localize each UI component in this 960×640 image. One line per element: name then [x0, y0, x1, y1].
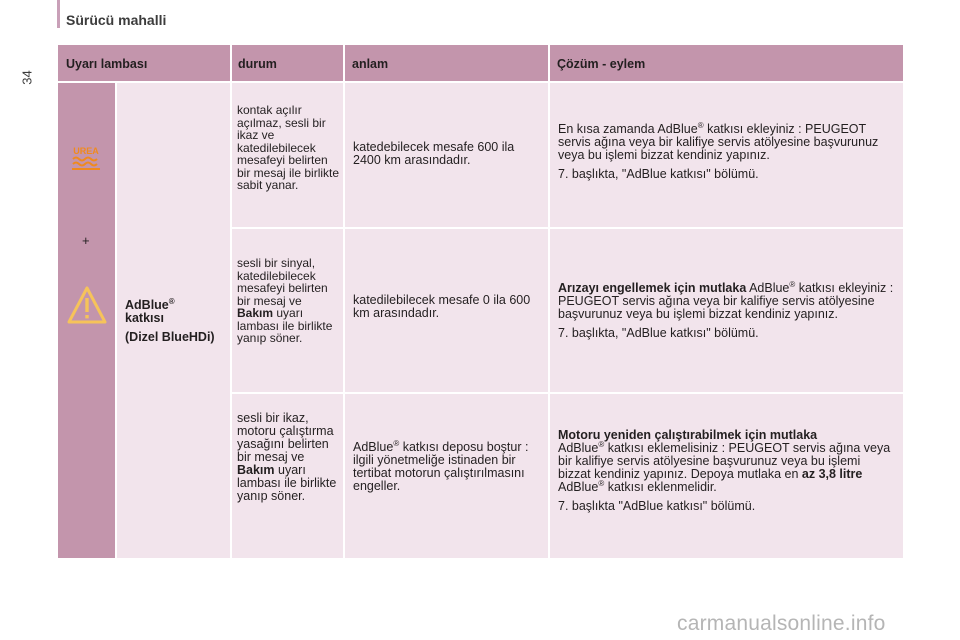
- warning-triangle-icon: [66, 285, 108, 325]
- adblue-label: AdBlue® katkısı (Dizel BlueHDi): [125, 296, 215, 344]
- adblue-label-column: [117, 83, 230, 558]
- header-meaning: anlam: [352, 57, 389, 71]
- meaning-cell: katedilebilecek mesafe 0 ila 600 km arasındadır.: [345, 229, 548, 392]
- header-warning-lamp: Uyarı lambası: [66, 57, 148, 71]
- status-cell: sesli bir sinyal, katedilebilecek mesafeyi belirten bir mesaj ve Bakım uyarı lambası ile birlikte yanıp söner.: [232, 229, 343, 392]
- header-status: durum: [238, 57, 277, 71]
- header-action: Çözüm - eylem: [557, 57, 646, 71]
- icon-column: [58, 83, 115, 558]
- table-row: [232, 229, 903, 392]
- table-row: [232, 83, 903, 227]
- plus-icon: +: [82, 233, 90, 248]
- header-divider: [343, 45, 345, 81]
- margin-rule: [57, 0, 60, 28]
- status-cell: kontak açılır açılmaz, sesli bir ikaz ve katedilebilecek mesafeyi belirten bir mesaj ile birlikte sabit yanar.: [232, 83, 343, 227]
- action-cell: En kısa zamanda AdBlue® katkısı ekleyiniz : PEUGEOT servis ağına veya bir kalifiye servis atölyesine başvurunuz veya bu işlemi bizzat kendiniz yapınız. 7. başlıkta, "AdBlue katkısı" bölümü.: [550, 83, 903, 227]
- header-divider: [548, 45, 550, 81]
- table-header-row: [58, 45, 903, 81]
- meaning-cell: katedebilecek mesafe 600 ila 2400 km arasındadır.: [345, 83, 548, 227]
- watermark: carmanualsonline.info: [677, 612, 886, 635]
- meaning-cell: AdBlue® katkısı deposu boştur : ilgili yönetmeliğe istinaden bir tertibat motorun çalıştırılmasını engeller.: [345, 394, 548, 558]
- page-number: 34: [19, 70, 35, 85]
- urea-warning-icon: [68, 143, 104, 171]
- warning-lamp-table: [58, 45, 903, 558]
- status-cell: sesli bir ikaz, motoru çalıştırma yasağını belirten bir mesaj ve Bakım uyarı lambası ile birlikte yanıp söner.: [232, 394, 343, 558]
- table-row: [232, 394, 903, 558]
- action-cell: Motoru yeniden çalıştırabilmek için mutlaka AdBlue® katkısı eklemelisiniz : PEUGEOT servis ağına veya bir kalifiye servis atölyesine başvurunuz veya bu işlemi bizzat kendiniz yapınız. Depoya mutlaka en az 3,8 litre AdBlue® katkısı eklenmelidir. 7. başlıkta "AdBlue katkısı" bölümü.: [550, 394, 903, 558]
- action-cell: Arızayı engellemek için mutlaka AdBlue® katkısı ekleyiniz : PEUGEOT servis ağına veya bir kalifiye servis atölyesine başvurunuz veya bu işlemi bizzat kendiniz yapınız. 7. başlıkta, "AdBlue katkısı" bölümü.: [550, 229, 903, 392]
- header-divider: [230, 45, 232, 81]
- page-section-title: Sürücü mahalli: [66, 12, 167, 28]
- urea-text: UREA: [73, 146, 99, 156]
